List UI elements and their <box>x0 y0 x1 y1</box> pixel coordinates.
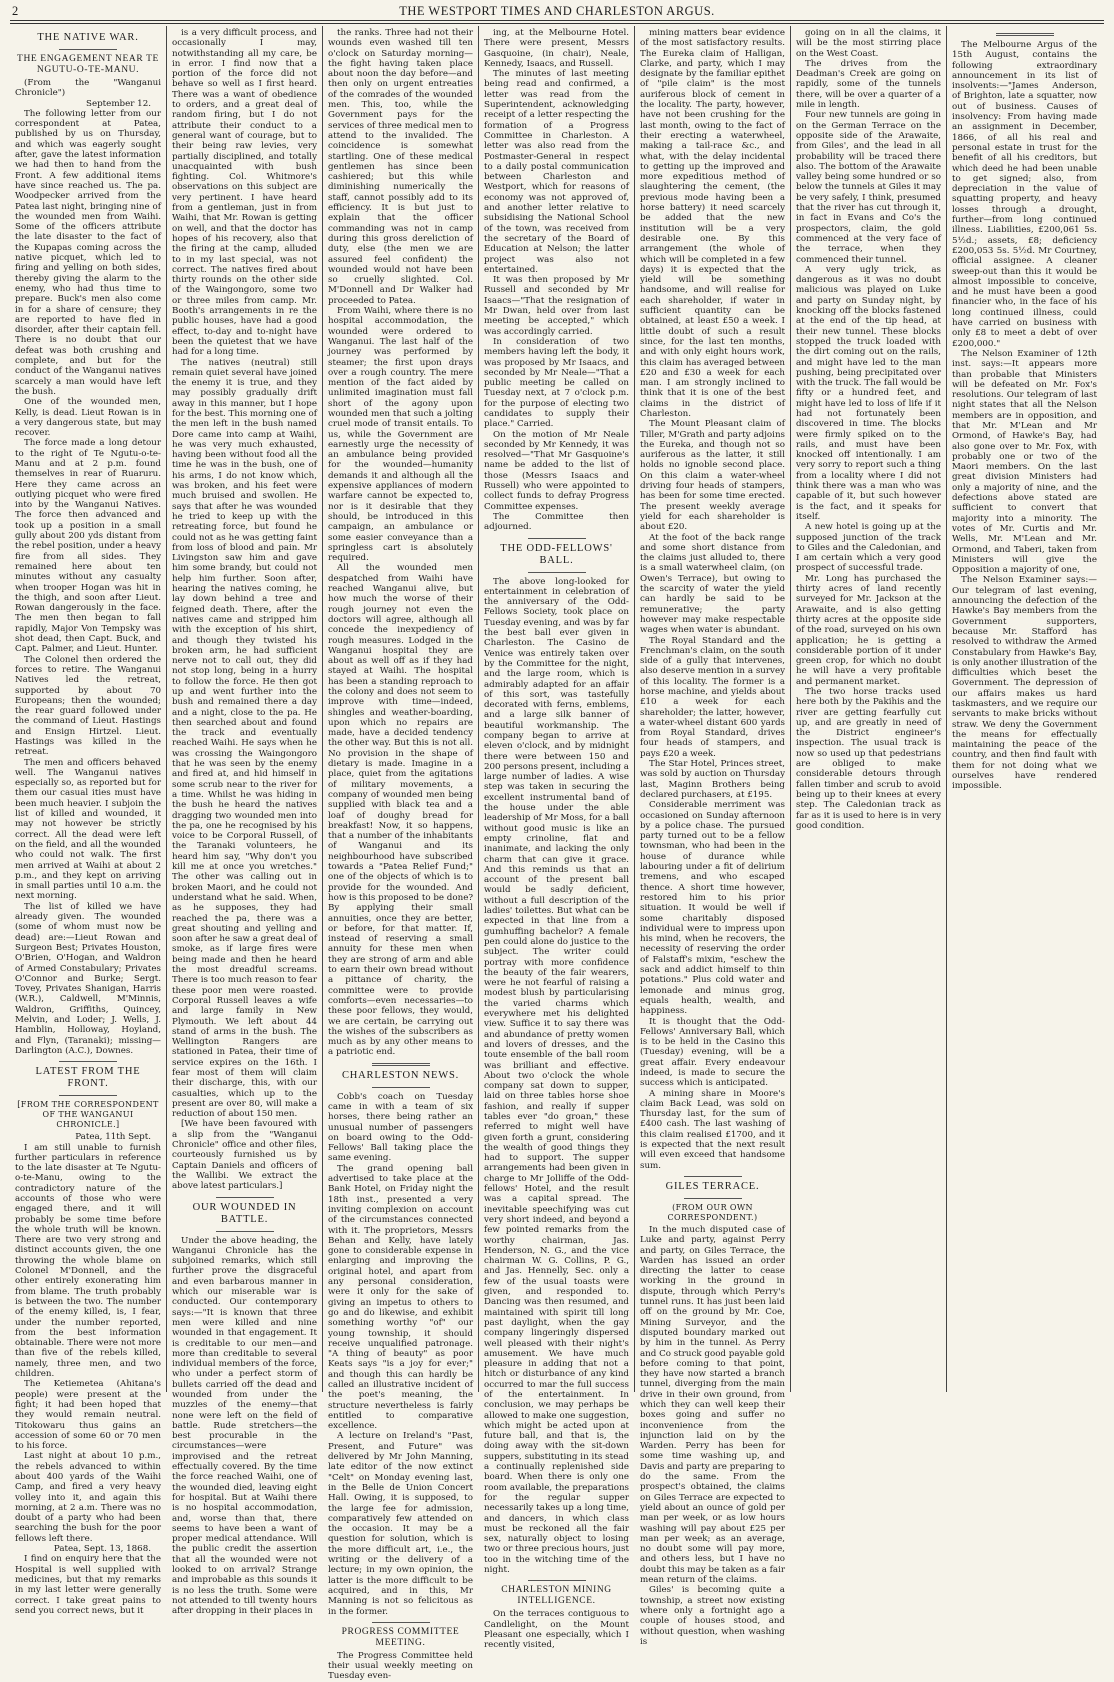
article-headline: CHARLESTON MINING INTELLIGENCE. <box>501 1585 612 1607</box>
paragraph: It was then proposed by Mr Russell and seconded by Mr Isaacs—"That the resignation of Mr Dwan, held over from last meeting be accepted," which was accordingly carried. <box>484 275 629 337</box>
paragraph: All the wounded men despatched from Waihi have reached Wanganui alive, but how much the worse of their rough journey not even the doctors will agree, although all concede the inexpediency of rough measures. Lodged in the Wanganui hospital they are about as well off as if they had stayed at Waihi. The hospital has been a standing reproach to the colony and does not seem to improve with time—indeed, shingles and weather-boarding, upon which no repairs are made, have a decided tendency the other way. But this is not all. No provision in the shape of dietary is made. Imagine in a place, quiet from the agitations of military movements, a company of wounded men being supplied with black tea and a loaf of doughy bread for breakfast! Now, it so happens, that a number of the inhabitants of Wanganui and its neighbourhood have subscribed towards a "Patea Relief Fund;" one of the objects of which is to provide for the wounded. And how is this proposed to be done? By applying their small annuities, once they are better, or before, for that matter. If, instead of reserving a small annuity for these men when they are strong of arm and able to earn their own bread without a pittance of charity, the committee were to provide comforts—even necessaries—to these poor fellows, they would, we are certain, be carrying out the wishes of the subscribers as much as by any other means to a patriotic end. <box>328 563 473 1058</box>
divider <box>372 1622 430 1623</box>
masthead <box>12 4 1102 18</box>
paragraph: The Colonel then ordered the forces to retire. The Wanganui Natives led the retreat, supported by about 70 Europeans; then the wounded; the rear guard followed under the command of Lieut. Hastings and Ensign Hirtzel. Lieut. Hastings was killed in the retreat. <box>15 654 161 758</box>
article-columns <box>10 26 1104 1682</box>
paragraph: going on in all the claims, it will be the most stirring place on the West Coast. <box>796 28 941 59</box>
paragraph: The grand opening ball advertised to take place at the Bank Hotel, on Friday night the 18th inst., presented a very inviting complexion on account of the circumstances connected with it. The proprietors, Messrs Behan and Kelly, have lately gone to considerable expense in enlarging and improving the original hotel, and apart from any personal consideration, were it only for the sake of giving an impetus to others to go and do likewise, and exhibit something worthy "of" our young township, it should receive unqualified patronage. "A thing of beauty" as poor Keats says "is a joy for ever;" and though this can hardly be called an illustrative incident of the poet's meaning, the structure nevertheless is fairly entitled to comparative excellence. <box>328 1163 473 1432</box>
paragraph: The Melbourne Argus of the 15th August, contains the following extraordinary announcement in its list of insolvents:—"James Anderson, of Brighton, late a squatter, now out of business. Causes of insolvency: From having made an assignment in December, 1866, of all his real and personal estate in trust for the benefit of all his creditors, but which deed he had been unable to get signed; also, from depreciation in the value of squatting property, and heavy losses through a drought, further—from long continued illness. Liabilities, £200,061 5s. 5½d.; assets, £8; deficiency £200,053 5s. 5½d. Mr Courtney, official assignee. A cleaner sweep-out than this it would be almost impossible to conceive, and he must have been a good financier who, in the face of his long continued illness, could have carried on business with only £8 to meet a debt of over £200,000." <box>952 40 1097 349</box>
divider <box>59 49 117 50</box>
divider <box>528 572 586 573</box>
article-headline: GILES TERRACE. <box>665 1180 760 1192</box>
paragraph: The minutes of last meeting being read and confirmed, a letter was read from the Superintendent, acknowledging receipt of a letter respecting the formation of a Progress Committee in Charleston. A letter was also read from the Postmaster-General in respect to a daily postal communication between Charleston and Westport, which for reasons of economy was not approved of, and another letter relative to subsidising the National School of the town, was received from the secretary of the Board of Education at Nelson; the latter project was also not entertained. <box>484 69 629 275</box>
dateline: Patea, 11th Sept. <box>75 1132 151 1143</box>
paragraph: A mining share in Moore's claim Back Lead, was sold on Thursday last, for the sum of £400 cash. The last washing of this claim realised £1700, and it is expected that the next result will even exceed that handsome sum. <box>640 1088 785 1171</box>
paragraph: The Nelson Examiner of 12th inst. says:—It appears more than probable that Ministers will be defeated on Mr. Fox's resolutions. Our telegram of last night states that all the Nelson members are in opposition, and that Mr. M'Lean and Mr Ormond, of Hawke's Bay, had also gone over to Mr. Fox, with probably one or two of the Maori members. On the last great division Ministers had only a majority of nine, and the defections above stated are sufficient to convert that majority into a minority. The votes of Mr. Curtis and Mr. Wells, Mr. M'Lean and Mr. Ormond, and Taberi, taken from Ministers will give the Opposition a majority of one, <box>952 348 1097 576</box>
paragraph: The Ketiemetea (Ahitana's people) were present at the fight; it had been hoped that they would remain neutral. Titokowaru thus gains an accession of some 60 or 70 men to his force. <box>15 1379 161 1452</box>
paragraph: The Star Hotel, Princes street, was sold by auction on Thursday last, Maginn Brothers being declared purchasers, at £195. <box>640 759 785 800</box>
paragraph: The force made a long detour to the right of Te Ngutu-o-te-Manu and at 2 p.m. found themselves in rear of Ruaruru. Here they came across an outlying picquet who were fired into by the Wanganui Natives. The force then advanced and took up a position in a small gully about 200 yds distant from the rebel position, under a heavy fire from all sides. They remained here about ten minutes without any casualty when trooper Hogan was hit in the thigh, and soon after Lieut. Rowan dangerously in the face. The men then began to fall rapidly, Major Von Tempsky was shot dead, then Capt. Buck, and Capt. Palmer, and Lieut. Hunter. <box>15 438 161 655</box>
paragraph: The natives (neutral) still remain quiet several have joined the enemy it is true, and they may possibly gradually drift away in this manner, but I hope for the best. This morning one of the men left in the bush named Dore came into camp at Waihi, he was very much exhausted, having been without food all the time he was in the bush, one of his arms, I do not know which, was broken, and his feet were much bruised and swollen. He says that after he was wounded he tried to keep up with the retreating force, but found he could not as he was getting faint from loss of blood and pain. Mr Livingston saw him and gave him some brandy, but could not help him further. Soon after, hearing the natives coming, he lay down behind a tree and feigned death. There, after the natives came and stripped him with the exception of his shirt, and though they twisted his broken arm, he had sufficient nerve not to call out, they did not stop long, being in a hurry to follow the force. He then got up and went further into the bush and remained there a day and a night, close to the pa. He then searched about and found the track and eventually reached Waihi. He says when he was crossing the Waingongoro that he was seen by the enemy and fired at, and hid himself in some scrub near to the river for a time. Whilst he was hiding in the bush he heard the natives dragging two wounded men into the pa, one he recognised by his voice to be Corporal Russell, of the Taranaki volunteers, he heard him say, "Why don't you kill me at once you wretches." The other was calling out in broken Maori, and he could not understand what he said. When, as he supposes, they had reached the pa, there was a great shouting and yelling and soon after he saw a great deal of smoke, as if large fires were being made and then he heard the most dreadful screams. There is too much reason to fear these poor men were roasted. Corporal Russell leaves a wife and large family in New Plymouth. We left about 44 stand of arms in the bush. The Wellington Rangers are stationed in Patea, their time of service expires on the 16th. I fear most of them will claim their discharge, this, with our casualties, which up to the present are over 80, will make a reduction of about 150 men. <box>172 357 317 1120</box>
newspaper-title: THE WESTPORT TIMES AND CHARLESTON ARGUS. <box>399 3 715 18</box>
paragraph: The following letter from our correspondent at Patea, published by us on Thursday, and which was eagerly sought after, gave the latest information we had then to hand from the Front. A few additional items have since reached us. The pa. Woodpecker arrived from the Patea last night, bringing nine of the wounded men from Waihi. Some of the officers attribute the late disaster to the fact of the Kupapas coming across the native picquet, which led to firing and yelling on both sides, thereby giving the alarm to the enemy, who had thus time to prepare. Buck's men also come in for a share of censure; they are reported to have fled in disorder, after their captain fell. There is no doubt that our defeat was both crushing and complete, and but for the conduct of the Wanganui natives scarcely a man would have left the bush. <box>15 108 161 397</box>
article-headline: OUR WOUNDED IN BATTLE. <box>192 1201 297 1225</box>
masthead-rule <box>10 20 1104 21</box>
paragraph: The above long-looked for entertainment in celebration of the anniversary of the Odd-Fellows Society, took place on Tuesday evening, and was by far the best ball ever given in Charleston. The Casino de Venice was entirely taken over by the Committee for the night, and the large room, which is admirably adapted for an affair of this sort, was tastefully decorated with ferns, emblems, and a large silk banner of beautiful workmanship. The company began to arrive at eleven o'clock, and by midnight there were between 150 and 200 persons present, including a large number of ladies. A wise step was taken in securing the excellent instrumental band of the house under the able leadership of Mr Moss, for a ball without good music is like an empty crinoline, flat and inanimate, and lacking the only charm that can give it grace. And this reminds us that an account of the present ball would be sadly deficient, without a full description of the ladies' toilettes. But what can be expected in that line from a gumhuffing bachelor? A female pen could alone do justice to the subject. The writer could portray with more confidence the beauty of the fair wearers, were he not fearful of raising a modest blush by particularising the varied charms which everywhere met his delighted view. Suffice it to say there was and abundance of pretty women and lovers of dresses, and the toute ensemble of the ball room was brilliant and effective. About two o'clock the whole company sat down to supper, laid on three tables horse shoe fashion, and really if supper tables ever "do groan," these referred to might well have given forth a grunt, considering the wealth of good things they had to support. The supper arrangements had been given in charge to Mr Jolliffe of the Odd-fellows' Hotel, and the result was a capital spread. The inevitable speechifying was cut very short indeed, and beyond a few pointed remarks from the worthy chairman, Jas. Henderson, N. G., and the vice chairman W. G. Collins, P. G., and Jas. Hennelly, Sec. only a few of the usual toasts were given, and responded to. Dancing was then resumed, and maintained with spirit till long past daylight, when the gay company lingeringly dispersed well pleased with their night's amusement. We have much pleasure in adding that not a hitch or disturbance of any kind occurred to mar the full success of the entertainment. In conclusion, we may perhaps be allowed to make one suggestion, which might be acted upon at future ball, and that is, the doing away with the sit-down suppers, substituting in its stead a continually replenished side board. When there is only one room available, the preparations for the regular supper necessarily takes up a long time, and dancers, in which class must be reckoned all the fair sex, naturally object to losing two or three precious hours, just too in the witching time of the night. <box>484 576 629 1576</box>
paragraph: The two horse tracks used here both by the Pakihis and the river are getting fearfully cut up, and are greatly in need of the District engineer's inspection. The usual track is now so used up that pedestrians are obliged to make considerable detours through fallen timber and scrub to avoid being up to their knees at every step. The Caledonian track as far as it is used to here is in very good condition. <box>796 687 941 831</box>
paragraph: I find on enquiry here that the Hospital is well supplied with medicines, but that my remarks in my last letter were generally correct. I take great pains to send you correct news, but it <box>15 1554 161 1616</box>
paragraph: From Waihi, where there is no hospital accommodation, the wounded were ordered to Wanganui. The last half of the journey was performed by steamer; the first upon drays over a rough country. The mere mention of the fact aided by unlimited imagination must fall short of the agony upon wounded men that such a jolting cruel mode of transit entails. To us, while the Government are earnestly urge the necessity of an ambulance being provided for the wounded—humanity demands it and although all the expensive appliances of modern warfare cannot be expected to, nor is it desirable that they should, be introduced in this campaign, an ambulance or some easier conveyance than a springless cart is absolutely required. <box>328 306 473 564</box>
column-3 <box>322 26 478 1682</box>
paragraph: In consideration of two members having left the body, it was proposed by Mr Isaacs, and seconded by Mr Neale—"That a public meeting be called on Tuesday next, at 7 o'clock p.m. for the purpose of electing two candidates to supply their place." Carried. <box>484 336 629 430</box>
divider <box>59 1095 117 1096</box>
paragraph: Considerable merriment was occasioned on Sunday afternoon by a police chase. The pursued party turned out to be a fellow townsman, who had been in the house of durance while labouring under a fit of delirium tremens, and who escaped thence. A short time however, restored him to his prior situation. It would be well if some charitably disposed individual were to impress upon his mind, when he recovers, the necessity of reserving the order of Falstaff's mixim, "eschew the sack and addict himself to thin potations." Plus cold water and lemonade and minus grog, equals health, wealth, and happiness. <box>640 800 785 1017</box>
divider <box>216 1231 274 1232</box>
article-source: (From the "Wanganui Chronicle") <box>15 78 161 99</box>
paragraph: is a very difficult process, and occasionally I may, notwithstanding all my care, be in error. I find now that a portion of the force did not behave so well as I first heard. There was a want of obedience to orders, and a great deal of random firing, but I do not attribute their conduct to a general want of courage, but to their being raw levies, very partially disciplined, and totally unacquainted with bush fighting. Col. Whitmore's observations on this subject are very pertinent. I have heard from a gentleman, just in from Waihi, that Mr. Rowan is getting on well, and that the doctor has hopes of his recovery, also that the firing at the camp, alluded to in my last special, was not correct. The natives fired about thirty rounds on the other side of the Waingongoro, some two or three miles from camp. Mr. Booth's arrangements in re the public houses, have had a good effect, to-day and to-night have been the quietest that we have had for a long time. <box>172 28 317 358</box>
column-1 <box>10 26 166 1616</box>
divider <box>528 1580 586 1581</box>
paragraph: The Mount Pleasant claim of Tiller, M'Grath and party adjoins the Eureka, and though not so auriferous as the latter, it still holds no ignoble second place. On this claim a water-wheel driving four heads of stampers, has been for some time erected. The present weekly average yield for each shareholder is about £20. <box>640 419 785 533</box>
divider <box>372 1087 430 1088</box>
paragraph: The Committee then adjourned. <box>484 511 629 533</box>
paragraph: The Progress Committee held their usual weekly meeting on Tuesday even- <box>328 1650 473 1682</box>
column-6 <box>790 26 946 1392</box>
divider <box>684 1176 742 1177</box>
column-2 <box>166 26 322 1617</box>
article-headline: LATEST FROM THE FRONT. <box>35 1066 141 1090</box>
article-headline: THE NATIVE WAR. <box>37 32 139 43</box>
paragraph: Giles' is becoming quite a township, a street now existing where only a fortnight ago a couple of houses stood, and without question, when washing is <box>640 1585 785 1647</box>
column-4 <box>478 26 634 1651</box>
page-number: 2 <box>12 3 19 18</box>
column-7 <box>946 26 1102 1392</box>
article-subheadline: THE ENGAGEMENT NEAR TE NGUTU-O-TE-MANU. <box>17 54 159 75</box>
article-source: (FROM OUR OWN CORRESPONDENT.) <box>667 1202 758 1222</box>
dateline: Patea, Sept. 13, 1868. <box>53 1544 151 1555</box>
paragraph: At the foot of the back range and some short distance from the claims just alluded to, there is a small waterwheel claim, (on Owen's Terrace), but owing to the scarcity of water the yield can hardly be said to be remunerative; the party however may make respectable wages when water is abundant. <box>640 532 785 636</box>
paragraph: On the motion of Mr Neale seconded by Mr Kennedy, it was resolved—"That Mr Gasquoine's name be added to the list of those (Messrs Isaacs and Russell) who were appointed to collect funds to defray Progress Committee expenses. <box>484 429 629 512</box>
paragraph: Cobb's coach on Tuesday came in with a team of six horses, there being rather an unusual number of passengers on board owing to the Odd-Fellows' Ball taking place the same evening. <box>328 1091 473 1164</box>
paragraph: mining matters bear evidence of the most satisfactory results. The Eureka claim of Halligan, Clarke, and party, which I may designate by the familiar epithet of "pile claim" is the most auriferous block of cement in the locality. The party, however, have not been crushing for the last month, owing to the fact of their erecting a waterwheel, making a tail-race &c., and what, with the delay incidental to getting up the improved and more expeditious method of slaughtering the cement, (the previous mode having been a horse battery) it need scarcely be added that the new institution will be a very desirable one. By this arrangement (the whole of which will be completed in a few days) it is expected that the yield will be something handsome, and will realise for each shareholder, if water in sufficient quantity can be obtained, at least £50 a week. I little doubt of such a result since, for the last ten months, and with only eight hours work, this claim has averaged between £20 and £30 a week for each man. I am strongly inclined to think that it is one of the best claims in the district of Charleston. <box>640 28 785 419</box>
paragraph: Mr. Long has purchased the thirty acres of land recently surveyed for Mr. Jackson at the Arawaite, and is also getting thirty acres at the opposite side of the road, surveyed on his own application; he is getting a considerable portion of it under green crop, for which no doubt he will have a very profitable and permanent market. <box>796 573 941 687</box>
divider <box>528 538 586 539</box>
divider <box>996 33 1054 36</box>
paragraph: The Royal Standard and the Frenchman's claim, on the south side of a gully that intervenes, also deserve mention in a survey of this locality. The former is a horse machine, and yields about £10 a week for each shareholder; the latter, however, a water-wheel distant 600 yards from Royal Standard, drives four heads of stampers, and pays £20 a week. <box>640 635 785 759</box>
divider <box>684 1198 742 1199</box>
paragraph: [We have been favoured with a slip from the "Wanganui Chronicle" office and other files, courteously furnished us by Captain Daniels and officers of the Wallibi. We extract the above latest particulars.] <box>172 1119 317 1192</box>
paragraph: Four new tunnels are going in on the German Terrace on the opposite side of the Arawaite, from Giles', and the lead in all probability will be traced there also. The bottom of the Arawaite valley being some hundred or so below the tunnels at Giles it may be very safely, I think, presumed that the river has cut through it, in fact in Evans and Co's the prospectors, claim, the gold commenced at the very face of the terrace, when they commenced their tunnel. <box>796 110 941 265</box>
divider <box>216 1197 274 1198</box>
dateline: September 12. <box>86 98 151 109</box>
paragraph: A lecture on Ireland's "Past, Present, and Future" was delivered by Mr John Manning, late editor of the now extinct "Celt" on Monday evening last, in the Belle de Union Concert Hall. Owing, it is supposed, to the large fee for admission, comparatively few attended on the occasion. It may be a question for solution, which is the more difficult art, i.e., the writing or the delivery of a lecture; in my own opinion, the latter is the more difficult to be acquired, and in this, Mr Manning is not so felicitous as in the former. <box>328 1431 473 1617</box>
paragraph: A very ugly trick, as dangerous as it was no doubt malicious was played on Luke and party on Sunday night, by knocking off the blocks fastened at the end of the tip head, at their new tunnel. These blocks stopped the truck loaded with the dirt coming out on the rails, and might have led to the man pushing, being precipitated over with the truck. The fall would be fifty or a hundred feet, and might have led to loss of life if it had not fortunately been discovered in time. The blocks were firmly spiked on to the rails, and must have been knocked off intentionally. I am very sorry to report such a thing from a locality where I did not think there was a man who was capable of it, but such however is the fact, and it speaks for itself. <box>796 264 941 522</box>
paragraph: the ranks. Three had not their wounds even washed till ten o'clock on Saturday morning—the fight having taken place about noon the day before—and then only on urgent entreaties of the comrades of the wounded men. This, too, while the Government pays for the services of three medical men to attend to the invalided. The coincidence is somewhat startling. One of these medical gentlemen has since been cashiered; but this while diminishing numerically the staff, cannot possibly add to its efficiency. It is but just to explain that the officer commanding was not in camp during this gross dereliction of duty, else (the men we are assured feel confident) the wounded would not have been so cruelly slighted. Col. M'Donnell and Dr Walker had proceeded to Patea. <box>328 28 473 306</box>
divider <box>59 1061 117 1062</box>
divider <box>372 1063 430 1066</box>
article-headline: THE ODD-FELLOWS' BALL. <box>500 542 613 566</box>
paragraph: A new hotel is going up at the supposed junction of the track to Giles and the Caledonian, and I am certain which a very good prospect of successful trade. <box>796 522 941 574</box>
paragraph: I am still unable to furnish further particulars in reference to the late disaster at Te Ngutu-o-te-Manu, owing to the contradictory nature of the accounts of those who were engaged there, and it will probably be some time before the whole truth will be known. There are two very strong and distinct accounts given, the one throwing the whole blame on Colonel M'Donnell, and the other entirely exonerating him from blame. The truth probably is between the two. The number of the enemy killed, is, I fear, under the number reported, from the best information obtainable. There were not more than five of the rebels killed, namely, three men, and two children. <box>15 1142 161 1380</box>
paragraph: ing, at the Melbourne Hotel. There were present, Messrs Gasquoine, (in chair), Neale, Kennedy, Isaacs, and Russell. <box>484 28 629 69</box>
article-source: [FROM THE CORRESPONDENT OF THE WANGANUI CHRONICLE.] <box>17 1100 159 1130</box>
masthead-rule <box>10 23 1104 24</box>
paragraph: Last night at about 10 p.m., the rebels advanced to within about 400 yards of the Waihi Camp, and fired a very heavy volley into it, and again this morning, at 2 a.m. There was no doubt of a party who had been searching the bush for the poor fellows left there. <box>15 1451 161 1544</box>
paragraph: Under the above heading, the Wanganui Chronicle has the subjoined remarks, which still further prove the disgraceful and even barbarous manner in which our miserable war is conducted. Our contemporary says:—"It is known that three men were killed and nine wounded in that engagement. It is creditable to our men—and more than creditable to several individual members of the force, who under a perfect storm of bullets carried off the dead and wounded from under the muzzles of the enemy—that none were left on the field of battle. Rude stretchers—the best procurable in the circumstances—were improvised and the retreat effectually covered. By the time the force reached Waihi, one of the wounded died, leaving eight for hospital. But at Waihi there is no hospital accommodation, and, worse than that, there seems to have been a want of proper medical attendance. Will the public credit the assertion that all the wounded were not looked to on arrival? Strange and improbable as this sounds it is no less the truth. Some were not attended to till twenty hours after dropping in their places in <box>172 1235 317 1617</box>
paragraph: One of the wounded men, Kelly, is dead. Lieut Rowan is in a very dangerous state, but may recover. <box>15 397 161 439</box>
article-headline: PROGRESS COMMITTEE MEETING. <box>341 1626 460 1648</box>
paragraph: The Nelson Examiner says:—Our telegram of last evening, announcing the defection of the Hawke's Bay members from the Government supporters, because Mr. Stafford has resolved to withdraw the Armed Constabulary from Hawke's Bay, is only another illustration of the difficulties which beset the Government. The depression of our affairs makes us hard taskmasters, and we require our servants to make bricks without straw. We deny the Government the means for effectually maintaining the peace of the country, and then find fault with them for not doing what we ourselves have rendered impossible. <box>952 575 1097 792</box>
paragraph: On the terraces contiguous to Candlelight, on the Mount Pleasant one especially, which I recently visited, <box>484 1609 629 1651</box>
column-5 <box>634 26 790 1647</box>
paragraph: The list of killed we have already given. The wounded (some of whom must now be dead) are:—Lieut Rowan and Surgeon Best; Privates Houston, O'Brien, O'Hogan, and Waldron of Armed Constabulary; Privates O'Connor and Burke; Sergt. Tovey, Privates Shanigan, Harris (W.R.), Caldwell, M'Minnis, Waldron, Griffiths, Quincey, Melvin, and Loder; J. Wells, J. Hamblin, Holloway, Hoyland, and Flyn, (Taranaki); missing—Darlington (A.C.), Downes. <box>15 901 161 1056</box>
paragraph: The drives from the Deadman's Creek are going on rapidly, some of the tunnels there, will be over a quarter of a mile in length. <box>796 58 941 111</box>
article-headline: CHARLESTON NEWS. <box>341 1069 460 1081</box>
paragraph: The men and officers behaved well. The Wanganui natives especially so, as reported but for them our casual ities must have been much heavier. I subjoin the list of killed and wounded, it may not however be strictly correct. All the dead were left on the field, and all the wounded who could not walk. The first men arrived at Waihi at about 2 p.m., and they kept on arriving in small parties until 10 a.m. the next morning. <box>15 757 161 902</box>
paragraph: It is thought that the Odd-Fellows' Anniversary Ball, which is to be held in the Casino this (Tuesday) evening, will be a great affair. Every endeavour indeed, is made to secure the success which is anticipated. <box>640 1016 785 1089</box>
paragraph: In the much disputed case of Luke and party, against Perry and party, on Giles Terrace, the Warden has issued an order directing the latter to cease working in the ground in dispute, through which Perry's tunnel runs. It has just been laid off on the ground by Mr. Coe, Mining Surveyor, and the disputed boundary marked out by him in the tunnel. As Perry and Co struck good payable gold before coming to that point, they have now started a branch tunnel, diverging from the main drive in their own ground, from which they can well keep their boxes going and suffer no inconvenience from the injunction laid on by the Warden. Perry has been for some time washing up, and Davis and party are preparing to do the same. From the prospect's obtained, the claims on Giles Terrace are expected to yield about an ounce of gold per man per week, or as low hours washing will pay about £25 per man per week; as an average, no doubt some will pay more, and others less, but I have no doubt this may be taken as a fair mean return of the claims. <box>640 1224 785 1586</box>
